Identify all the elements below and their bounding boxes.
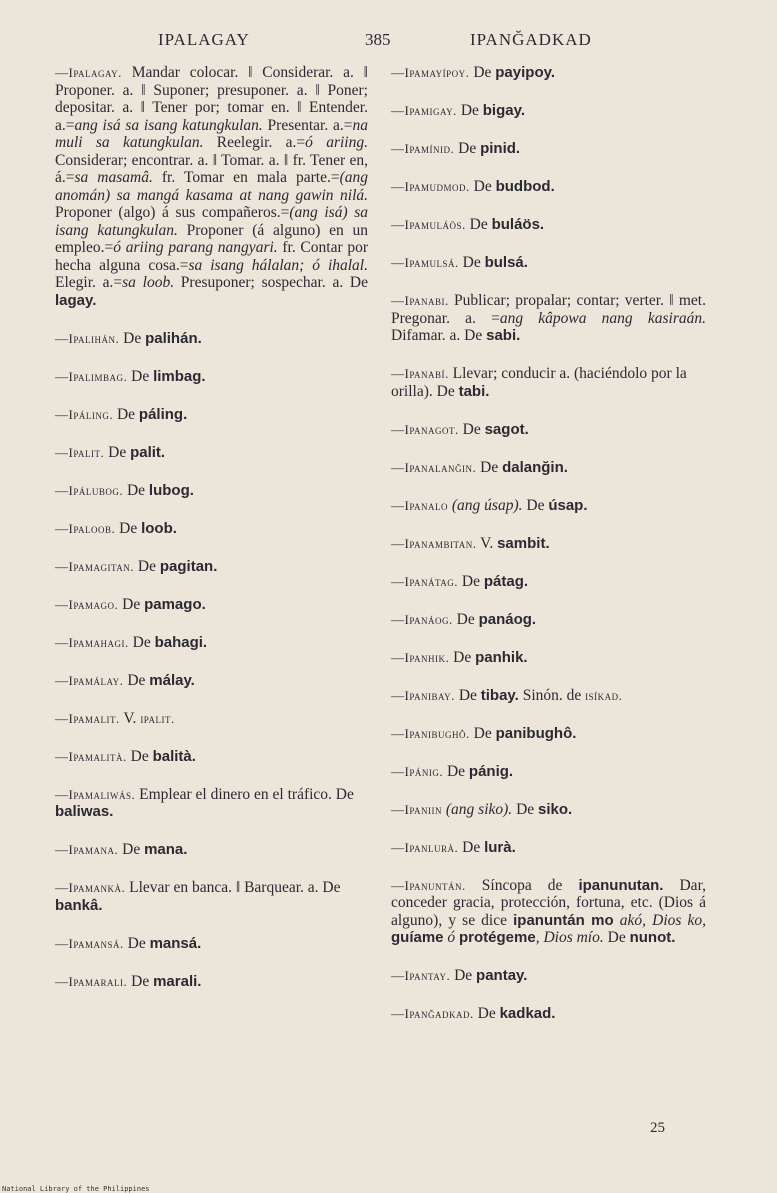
cross-reference: sambit. [497,534,550,552]
cross-reference: bigay. [482,102,525,119]
headword: —Ipamagitan. [55,558,135,574]
de-label: De [456,102,483,119]
headword: —Ipanabí. [391,366,449,381]
example: sa masamâ. [74,169,153,186]
example: na muli sa katungkulan. [55,116,368,151]
cross-reference: bulsá. [484,254,528,271]
headword: —Ipanalo [391,497,449,513]
cross-reference: pantay. [476,967,528,984]
entry-ipanig [391,763,706,781]
cross-reference: ipalit. [140,710,175,726]
headword: —Ipamaliwás. [55,786,136,802]
definition-text: Proponer (á alguno) en un empleo.= [55,221,369,256]
cross-reference: lubog. [148,481,194,499]
cross-reference: pagitan. [159,557,218,575]
entry-ipamarali [55,973,368,991]
definition-text: Proponer (algo) á sus compañeros.= [55,204,290,221]
definition-text: Considerar; encontrar. a. ‖ Tomar. a. ‖ fr. Tener en, á.= [55,151,368,186]
example: ang kâpowa nang kasiraán. [499,309,706,327]
cross-reference: lurà. [484,838,516,856]
headword: —Ipamuláös. [391,217,466,232]
page-number: 385 [365,30,391,49]
cross-reference: sagot. [484,420,529,438]
headword: —Ipanibay. [391,687,455,703]
cross-reference: panáog. [478,610,537,628]
entry-ipanatag [391,573,706,591]
headword: —Ipalihán. [55,330,120,346]
cross-reference: budbod. [495,178,555,195]
de-label: De [127,367,154,385]
cross-reference: úsap. [548,496,588,514]
de-label: De [134,557,160,575]
de-label: De [469,64,496,81]
entry-ipamana [55,841,368,859]
cross-reference: payipoy. [495,64,556,81]
right-column [391,64,706,1043]
phrase: protégeme [459,929,536,946]
de-label: De [123,671,150,689]
example: ó ariing. [305,134,368,151]
de-label: De [469,178,496,195]
de-label: De [113,405,139,423]
example: ang isá sa isang katungkulan. [74,116,263,134]
definition-text: Sinón. de [518,686,586,704]
cross-reference: nunot. [629,929,676,946]
cross-reference: kadkad. [499,1005,556,1022]
entry-ipamanka [55,879,368,914]
entry-ipalimbag [55,368,368,386]
header-left-guideword: IPALAGAY [158,30,250,49]
entry-ipanaog [391,611,706,629]
entry-ipanibay [391,687,706,705]
example: , Dios mío. [535,929,604,946]
definition-text: Presentar. a.= [262,116,353,134]
entry-ipamahagi [55,634,368,652]
running-header [0,30,777,54]
entry-ipanalangin [391,459,706,477]
definition-text: Presuponer; sospechar. a. De [174,274,368,291]
v-label: V. [476,534,498,552]
entry-ipaloob [55,520,368,538]
de-label: De [512,800,539,818]
de-label: De [458,254,485,271]
headword: —Ipaniin [391,801,443,817]
headword: —Ipamudmod. [391,179,470,194]
example: (ang úsap). [448,496,523,514]
cross-reference: panhik. [475,648,528,666]
entry-ipamayipoy [391,64,706,82]
headword: —Ipanuntán. [391,877,466,893]
de-label: De [522,496,549,514]
headword: —Ipálubog. [55,482,124,498]
library-footer: National Library of the Philippines [2,1185,150,1193]
cross-reference: baliwas. [55,803,114,820]
cross-reference: pinid. [480,140,521,157]
entry-ipamulsa [391,254,706,272]
example: ó ariing parang nangyari. [113,239,278,256]
de-label: De [465,216,492,233]
definition-text: Llevar; conducir a. (haciéndolo por la orilla). De [391,365,687,400]
headword: —Ipanğadkad. [391,1006,474,1021]
de-label: De [118,595,145,613]
entry-ipamaliwas [55,786,368,821]
cross-reference: palit. [130,443,166,461]
cross-reference: bahagi. [154,633,208,651]
definition-text: Difamar. a. De [391,327,487,344]
cross-reference: palihán. [145,329,202,347]
de-label: De [119,329,146,347]
headword: —Ipáling. [55,406,114,422]
cross-reference: balità. [152,747,196,765]
cross-reference: limbag. [153,367,206,385]
definition-text: Elegir. a.= [55,274,123,291]
example: (ang siko). [442,800,513,818]
headword: —Ipanlurà. [391,839,459,855]
cross-reference: málay. [149,671,195,689]
headword: —Ipanibughô. [391,725,470,741]
de-label: De [454,140,481,157]
example: akó, Dios ko, [613,911,707,929]
example: ó [443,929,456,946]
cross-reference: marali. [153,972,202,990]
cross-reference: panibughô. [495,724,577,742]
headword: —Ipanátag. [391,573,459,589]
headword: —Ipánig. [391,763,444,779]
entry-ipamudmod [391,178,706,196]
cross-reference: mansá. [149,934,202,952]
cross-reference: pamago. [144,595,206,613]
headword: —Ipalit. [55,444,105,460]
headword: —Ipamago. [55,596,119,612]
de-label: De [126,747,153,765]
headword: —Ipamalit. [55,710,120,726]
cross-reference: loob. [141,519,177,537]
entry-ipanalo [391,497,706,515]
entry-ipanabi-tabi [391,365,706,400]
cross-reference: tibay. [480,686,519,704]
headword: —Ipanambitan. [391,535,477,551]
de-label: De [458,420,485,438]
entry-ipamago [55,596,368,614]
entry-ipanabi [391,292,706,345]
de-label: De [469,724,496,742]
de-label: De [443,762,469,780]
definition-text: Reelegir. a.= [203,134,306,151]
de-label: De [128,633,155,651]
example: sa loob. [122,274,175,291]
headword: —Ipamana. [55,842,119,857]
cross-reference: pánig. [468,762,514,780]
example: (ang anomán) sa mangá kasama at nang gawin nilá. [55,169,368,204]
headword: —Ipamankà. [55,880,126,895]
example: sa isang hálalan; ó ihalal. [188,256,368,274]
cross-reference: bankâ. [55,896,103,914]
definition-text: fr. Contar por hecha alguna cosa.= [55,239,368,274]
de-label: De [449,648,476,666]
entry-ipamansa [55,935,368,953]
header-right-guideword: IPANĞADKAD [470,30,592,49]
headword: —Ipanalanğin. [391,459,477,475]
de-label: De [115,519,142,537]
de-label: De [123,934,150,952]
entry-ipaling [55,406,368,424]
entry-ipamalay [55,672,368,690]
de-label: De [458,572,484,590]
headword: —Ipanagot. [391,421,459,437]
headword: —Ipamulsá. [391,255,459,270]
entry-ipamigay [391,102,706,120]
v-label: V. [119,709,141,727]
headword: —Ipamansá. [55,935,124,951]
definition-text: Mandar colocar. ‖ Considerar. a. ‖ Proponer. a. ‖ Suponer; presuponer. a. ‖ Poner; depositar. a. ‖ Tener por; tomar en. ‖ Entender. a.= [55,64,368,134]
cross-reference: páling. [138,405,188,423]
entry-ipantay [391,967,706,985]
cross-reference: lagay. [55,291,97,309]
headword: —Ipalimbag. [55,368,128,384]
entry-ipanuntan [391,877,706,947]
example: (ang isá) sa isang katungkulan. [55,204,368,239]
de-label: De [104,443,131,461]
cross-reference: siko. [538,800,573,818]
de-label: De [450,967,477,984]
entry-ipanambitan [391,535,706,553]
headword: —Ipamarali. [55,973,128,989]
headword: —Ipanáog. [391,611,453,627]
headword: —Ipamayípoy. [391,65,470,80]
entry-ipalit [55,444,368,462]
entry-ipalihan [55,330,368,348]
headword: —Ipanhik. [391,649,450,665]
headword: —Ipanabi. [391,293,449,308]
entry-ipamalita [55,748,368,766]
de-label: De [458,838,485,856]
cross-reference: sabi. [486,327,521,344]
entry-ipanlura [391,839,706,857]
entry-ipanibugho [391,725,706,743]
headword: —Ipamalità. [55,748,127,764]
cross-reference: buláös. [491,216,545,233]
phrase: ipanuntán mo [513,911,614,929]
headword: —Ipalagay. [55,65,122,80]
definition-text: fr. Tomar en mala parte.= [152,169,340,186]
entry-ipamalit [55,710,368,728]
de-label: De [473,1005,500,1022]
entry-ipalubog [55,482,368,500]
headword: —Ipamahagi. [55,634,129,650]
entry-ipaniin [391,801,706,819]
phrase: guíame [391,929,444,946]
de-label: De [123,481,149,499]
headword: —Ipantay. [391,968,451,983]
de-label: De [454,686,481,704]
entry-ipangadkad [391,1005,706,1023]
cross-reference: mana. [144,841,188,858]
left-column [55,64,368,1011]
de-label: De [476,458,503,476]
entry-ipanhik [391,649,706,667]
cross-reference: isíkad. [585,687,623,703]
definition-text: De [603,929,630,946]
entry-ipamagitan [55,558,368,576]
de-label: De [118,841,145,858]
headword: —Ipaloob. [55,520,116,536]
cross-reference: tabi. [458,382,490,400]
cross-reference: ipanunutan. [578,876,664,894]
headword: —Ipamigay. [391,103,457,118]
entry-ipamulaos [391,216,706,234]
de-label: De [452,610,479,628]
definition-text: Publicar; propalar; contar; verter. ‖ met. Pregonar. a. = [391,292,706,327]
entry-ipaminid [391,140,706,158]
definition-text: Llevar en banca. ‖ Barquear. a. De [125,879,341,896]
cross-reference: dalanğin. [502,458,568,476]
de-label: De [127,972,154,990]
headword: —Ipamínid. [391,141,455,156]
signature-mark: 25 [650,1120,665,1136]
definition-text: Síncopa de [465,876,579,894]
definition-text: Dar, conceder gracia, protección, fortuna, etc. (Dios á alguno), y se dice [391,876,706,929]
entry-ipanagot [391,421,706,439]
definition-text: Emplear el dinero en el tráfico. De [135,785,354,803]
entry-ipalagay [55,64,368,309]
headword: —Ipamálay. [55,672,124,688]
cross-reference: pátag. [483,572,529,590]
